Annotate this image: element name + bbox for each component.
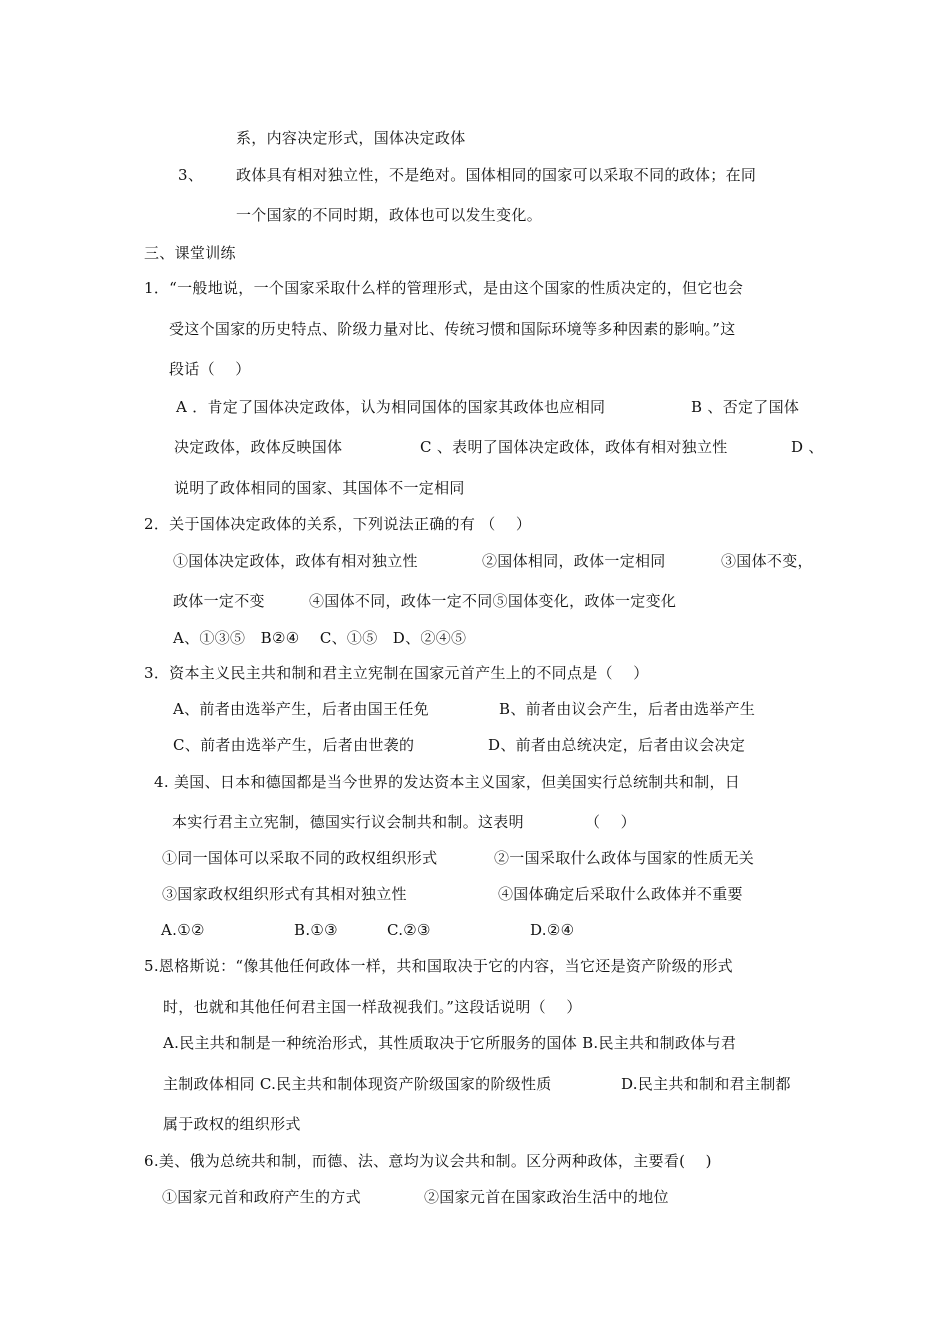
question-3-option-a: A、前者由选举产生，后者由国王任免 [173,700,429,718]
item-number: 3、 [178,166,204,184]
question-4-item-4: ④国体确定后采取什么政体并不重要 [498,885,743,903]
question-4-item-3: ③国家政权组织形式有其相对独立性 [162,885,407,903]
question-1-option-d-cont: 说明了政体相同的国家、其国体不一定相同 [174,479,465,497]
question-2-item-1: ①国体决定政体，政体有相对独立性 [173,552,418,570]
question-5-option-b-c: 主制政体相同 C.民主共和制体现资产阶级国家的阶级性质 [163,1075,552,1093]
text-line: 政体具有相对独立性，不是绝对。国体相同的国家可以采取不同的政体；在同 [236,166,757,184]
question-5-stem-cont: 时，也就和其他任何君主国一样敌视我们。”这段话说明（ ） [163,998,582,1016]
question-1-option-b: B 、否定了国体 [691,398,800,416]
question-5-option-d: D.民主共和制和君主制都 [621,1075,791,1093]
question-2-item-2: ②国体相同，政体一定相同 [482,552,666,570]
question-6-item-2: ②国家元首在国家政治生活中的地位 [424,1188,669,1206]
question-1-option-d: D 、 [791,438,824,456]
question-1-stem-cont: 段话（ ） [169,360,251,378]
question-3-option-c: C、前者由选举产生，后者由世袭的 [173,736,415,754]
question-3-option-d: D、前者由总统决定，后者由议会决定 [488,736,746,754]
text-line: 一个国家的不同时期，政体也可以发生变化。 [236,206,543,224]
question-1-stem: 1．“一般地说，一个国家采取什么样的管理形式，是由这个国家的性质决定的，但它也会 [144,279,744,297]
question-5-option-a-b: A.民主共和制是一种统治形式，其性质取决于它所服务的国体 B.民主共和制政体与君 [163,1034,737,1052]
question-4-stem: 4. 美国、日本和德国都是当今世界的发达资本主义国家，但美国实行总统制共和制，日 [154,773,741,791]
question-2-stem: 2．关于国体决定政体的关系，下列说法正确的有 （ ） [144,515,532,533]
question-3-stem: 3．资本主义民主共和制和君主立宪制在国家元首产生上的不同点是（ ） [144,664,649,682]
question-1-stem-cont: 受这个国家的历史特点、阶级力量对比、传统习惯和国际环境等多种因素的影响。”这 [169,320,736,338]
question-2-item-3: ③国体不变， [721,552,813,570]
question-5-option-d-cont: 属于政权的组织形式 [163,1115,301,1133]
question-2-options: A、①③⑤ B②④ C、①⑤ D、②④⑤ [173,629,467,647]
question-1-option-c: C 、表明了国体决定政体，政体有相对独立性 [420,438,728,456]
question-1-option-b-cont: 决定政体，政体反映国体 [174,438,343,456]
section-title: 三、课堂训练 [144,244,236,262]
question-4-option-b: B.①③ [294,921,338,939]
question-4-item-2: ②一国采取什么政体与国家的性质无关 [494,849,755,867]
question-2-item-3-cont: 政体一定不变 [173,592,265,610]
question-4-answer-blank: （ ） [585,813,636,831]
question-4-option-d: D.②④ [530,921,575,939]
question-4-item-1: ①同一国体可以采取不同的政权组织形式 [162,849,438,867]
text-line: 系，内容决定形式，国体决定政体 [236,129,466,147]
question-3-option-b: B、前者由议会产生，后者由选举产生 [499,700,756,718]
question-4-option-a: A.①② [161,921,205,939]
question-6-item-1: ①国家元首和政府产生的方式 [162,1188,361,1206]
question-4-option-c: C.②③ [387,921,431,939]
question-2-items-4-5: ④国体不同，政体一定不同⑤国体变化，政体一定变化 [309,592,677,610]
question-1-option-a: A ．肯定了国体决定政体，认为相同国体的国家其政体也应相同 [176,398,606,416]
question-6-stem: 6.美、俄为总统共和制，而德、法、意均为议会共和制。区分两种政体，主要看( ) [144,1152,712,1170]
question-5-stem: 5.恩格斯说：“像其他任何政体一样，共和国取决于它的内容，当它还是资产阶级的形式 [144,957,733,975]
question-4-stem-cont: 本实行君主立宪制，德国实行议会制共和制。这表明 [172,813,524,831]
